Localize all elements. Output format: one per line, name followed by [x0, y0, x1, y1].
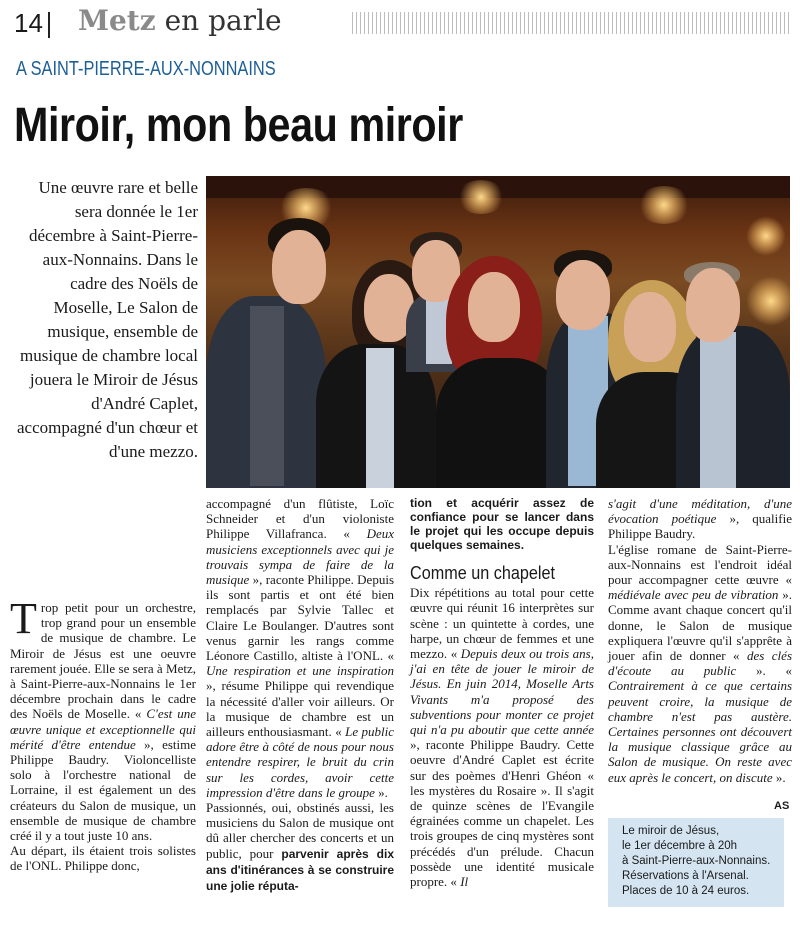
- col4-quote-2: médiévale avec peu de vibration: [608, 587, 779, 603]
- rubric-label: en parle: [164, 4, 282, 37]
- article-headline: Miroir, mon beau miroir: [14, 99, 463, 152]
- col1-text-c: Au départ, ils étaient trois solistes de l'ONL. Philippe donc,: [10, 843, 196, 874]
- event-info-box: [608, 818, 784, 907]
- col4-text-c: ». Comme avant chaque concert qu'il donne, le Salon de musique expliquera l'œuvre qu'il s'apprête à jouer afin de donner «: [608, 587, 792, 664]
- col4-text-d: ». «: [756, 663, 793, 679]
- info-line-3: à Saint-Pierre-aux-Nonnains.: [622, 855, 771, 867]
- col4-quote-4: Contrairement à ce que certains peuvent croire, la musique de chambre n'est pas austère. Certaines personnes ont découvert la musique classique grâce au Salon de musique. On reste avec eux après le concert, on discute: [608, 678, 792, 785]
- article-subhead: Comme un chapelet: [410, 563, 555, 583]
- header-divider: [48, 12, 50, 38]
- col4-text-a: », qualifie Philippe Baudry.: [608, 511, 792, 542]
- ensemble-photo: [206, 176, 790, 488]
- col1-text-a: rop petit pour un orchestre, trop grand pour un ensemble de musique de chambre. Le Miroir de Jésus est une oeuvre rarement jouée. Elle se sera à Metz, à Saint-Pierre-aux-Nonnains le 1er décembre prochain dans le cadre des Noëls de Moselle. «: [10, 600, 196, 722]
- col4-quote-1: s'agit d'une méditation, d'une évocation poétique: [608, 496, 792, 527]
- col4-text-b: L'église romane de Saint-Pierre-aux-Nonnains est l'endroit idéal pour accompagner cette œuvre «: [608, 541, 792, 588]
- col3-quote-1: Depuis deux ou trois ans, j'ai en tête de jouer le miroir de Jésus. En juin 2014, Moselle Arts Vivants m'a proposé des subventions pour monter ce projet qui n'a pu aboutir que cette année: [410, 646, 594, 738]
- page-number: 14: [14, 8, 43, 38]
- col2-bold: parvenir après dix ans d'itinérances à se construire une jolie réputa-: [206, 846, 395, 894]
- col2-text-b: », raconte Philippe. Depuis ils sont partis et ont été bien remplacés par Sylvie Tallec et Claire Le Boulanger. D'autres sont venus garnir les rangs comme Léonore Castillo, altiste à l'ONL. «: [206, 572, 394, 664]
- col2-quote-3: Le public adore être à côté de nous pour nous entendre respirer, le bruit du crin sur les cordes, avoir cette impression d'être dans le groupe: [206, 724, 395, 800]
- info-line-2: le 1er décembre à 20h: [622, 840, 738, 852]
- info-line-4: Réservations à l'Arsenal.: [622, 870, 749, 882]
- col2-text-c: », résume Philippe qui revendique la nécessité d'aller voir ailleurs. Or la musique de chambre est un ailleurs enthousiasmant. «: [206, 678, 394, 740]
- article-column-2: [206, 496, 394, 894]
- col3-bold: tion et acquérir assez de confiance pour se lancer dans le projet qui les occupe depuis quelques semaines.: [410, 496, 594, 552]
- col2-text-e: Passionnés, oui, obstinés aussi, les musiciens du Salon de musique ont dû aller chercher des concerts et un public, pour: [206, 800, 394, 861]
- drop-cap: T: [10, 594, 37, 643]
- article-column-1: [10, 594, 197, 874]
- article-column-3: [410, 496, 594, 889]
- col2-text-d: ».: [378, 784, 388, 800]
- section-rubric: [78, 4, 282, 37]
- col4-text-e: ».: [775, 769, 786, 785]
- article-kicker: A SAINT-PIERRE-AUX-NONNAINS: [16, 58, 276, 80]
- rubric-city: Metz: [78, 4, 156, 37]
- article-lede: Une œuvre rare et belle sera donnée le 1er décembre à Saint-Pierre-aux-Nonnains. Dans le cadre des Noëls de Moselle, Le Salon de musique, ensemble de musique de chambre local jouera le Miroir de Jésus d'André Caplet, accompagné d'un chœur et d'une mezzo.: [16, 178, 198, 461]
- col1-text-b: », estime Philippe Baudry. Violoncelliste solo à l'orchestre national de Lorraine, il est également un des créateurs du Salon de musique, un ensemble de musique de chambre créé il y a tout juste 10 ans.: [10, 736, 197, 844]
- col2-quote-2: Une respiration et une inspiration: [206, 663, 394, 679]
- col3-text-b: », raconte Philippe Baudry. Cette oeuvre d'André Caplet est écrite sur des poèmes d'Henri Ghéon « les mystères du Rosaire ». Il s'agit de quinze scènes de l'Evangile égrainées comme un chapelet. Les trois groupes de cinq mystères sont précédés d'un prélude. Chacun possède une identité musicale propre. «: [410, 737, 594, 890]
- col2-quote-1: Deux musiciens exceptionnels avec qui je trouvais sympa de faire de la musique: [206, 526, 394, 588]
- article-column-4: [608, 496, 792, 785]
- col3-text-a: Dix répétitions au total pour cette œuvre qui réunit 16 interprètes sur scène : un quintette à cordes, une harpe, un chœur de femmes et une mezzo. «: [410, 585, 594, 662]
- col4-quote-3: des clés d'écoute au public: [608, 648, 792, 679]
- col3-quote-2: Il: [460, 874, 469, 890]
- info-line-1: Le miroir de Jésus,: [622, 825, 720, 837]
- col2-text-a: accompagné d'un flûtiste, Loïc Schneider et d'un violoniste Philippe Villafranca. «: [206, 496, 394, 542]
- info-line-5: Places de 10 à 24 euros.: [622, 885, 750, 897]
- header-hatch-band: [352, 12, 792, 34]
- author-signature: AS: [774, 800, 790, 812]
- col1-quote-1: C'est une œuvre unique et exceptionnelle qui mérité d'être entendue: [10, 706, 196, 752]
